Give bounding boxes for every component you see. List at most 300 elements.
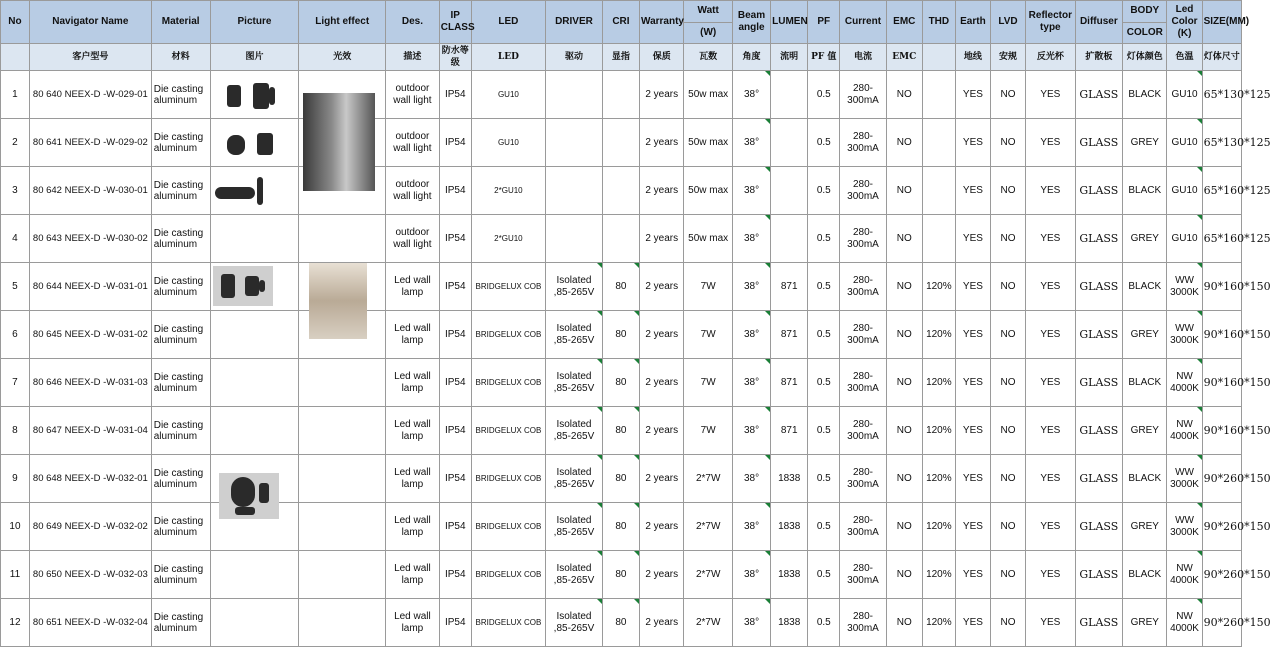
cell-lumen: 871 [771,263,808,311]
cell-pf: 0.5 [808,119,840,167]
cell-driver: Isolated ,85-265V [546,263,603,311]
subheader-cell: 材料 [151,44,210,71]
cell-size: 90*160*150 [1202,407,1241,455]
cell-cri [602,167,639,215]
header-led-color: Led Color (K) [1167,1,1202,44]
cell-lvd: NO [990,599,1025,647]
cell-des: Led wall lamp [386,551,440,599]
cell-pf: 0.5 [808,263,840,311]
comment-marker [597,359,602,364]
cell-beam: 38° [732,407,770,455]
cell-ledcolor: WW 3000K [1167,311,1202,359]
cell-pf: 0.5 [808,551,840,599]
lamp-shape [227,85,241,107]
cell-warranty: 2 years [640,263,684,311]
cell-watt: 50w max [684,215,733,263]
cell-diffuser: GLASS [1075,359,1122,407]
cell-warranty: 2 years [640,551,684,599]
cell-thd: 120% [922,407,955,455]
subheader-cell: 图片 [210,44,299,71]
cell-size: 90*260*150 [1202,551,1241,599]
cell-emc: NO [886,599,922,647]
header-body-label: BODY [1123,1,1166,23]
cell-watt: 2*7W [684,599,733,647]
cell-pf: 0.5 [808,215,840,263]
comment-marker [1197,71,1202,76]
cell-watt: 50w max [684,71,733,119]
cell-ip: IP54 [439,503,471,551]
cell-driver: Isolated ,85-265V [546,311,603,359]
lamp-shape [259,483,269,503]
table-row [1,359,1242,407]
comment-marker [1197,407,1202,412]
cell-reflector: YES [1026,167,1076,215]
cell-pf: 0.5 [808,71,840,119]
comment-marker [634,599,639,604]
cell-current: 280-300mA [840,407,886,455]
cell-lvd: NO [990,503,1025,551]
subheader-cell: 防水等级 [439,44,471,71]
cell-diffuser: GLASS [1075,167,1122,215]
cell-lvd: NO [990,71,1025,119]
subheader-cell: LED [471,44,545,71]
cell-color: GREY [1123,119,1167,167]
lamp-shape [257,177,263,205]
cell-pf: 0.5 [808,599,840,647]
cell-size: 90*260*150 [1202,503,1241,551]
cell-beam: 38° [732,71,770,119]
cell-pf: 0.5 [808,311,840,359]
header-diffuser: Diffuser [1075,1,1122,44]
cell-name: 80 650 NEEX-D -W-032-03 [29,551,151,599]
cell-no: 8 [1,407,30,455]
cell-driver: Isolated ,85-265V [546,599,603,647]
comment-marker [1197,215,1202,220]
cell-earth: YES [955,311,990,359]
cell-size: 65*130*125 [1202,119,1241,167]
cell-ip: IP54 [439,455,471,503]
cell-current: 280-300mA [840,503,886,551]
cell-emc: NO [886,215,922,263]
cell-thd: 120% [922,599,955,647]
cell-mat: Die casting aluminum [151,407,210,455]
lamp-shape [259,280,265,292]
header-emc: EMC [886,1,922,44]
comment-marker [1197,551,1202,556]
table-row [1,167,1242,215]
comment-marker [765,455,770,460]
cell-earth: YES [955,215,990,263]
subheader-cell: 扩散板 [1075,44,1122,71]
cell-led: 2*GU10 [471,215,545,263]
cell-current: 280-300mA [840,455,886,503]
cell-watt: 2*7W [684,455,733,503]
comment-marker [1197,503,1202,508]
cell-watt: 2*7W [684,503,733,551]
comment-marker [765,599,770,604]
cell-emc: NO [886,551,922,599]
cell-current: 280-300mA [840,551,886,599]
subheader-cell: 光效 [299,44,386,71]
cell-lumen [771,119,808,167]
cell-earth: YES [955,71,990,119]
cell-reflector: YES [1026,119,1076,167]
subheader-cell: 地线 [955,44,990,71]
cell-cri: 80 [602,503,639,551]
header-reflector-type: Reflector type [1026,1,1076,44]
cell-warranty: 2 years [640,311,684,359]
cell-name: 80 644 NEEX-D -W-031-01 [29,263,151,311]
cell-cri [602,71,639,119]
cell-beam: 38° [732,503,770,551]
cell-watt: 7W [684,359,733,407]
cell-warranty: 2 years [640,71,684,119]
cell-warranty: 2 years [640,407,684,455]
cell-warranty: 2 years [640,167,684,215]
subheader-cell [1,44,30,71]
comment-marker [765,215,770,220]
comment-marker [1197,599,1202,604]
cell-reflector: YES [1026,455,1076,503]
comment-marker [597,551,602,556]
cell-mat: Die casting aluminum [151,455,210,503]
header-lvd: LVD [990,1,1025,44]
cell-thd: 120% [922,503,955,551]
cell-lumen: 871 [771,311,808,359]
cell-emc: NO [886,167,922,215]
header-size: SIZE(MM) [1202,1,1241,44]
comment-marker [597,599,602,604]
comment-marker [597,263,602,268]
light-effect-cell [299,407,386,455]
cell-des: Led wall lamp [386,503,440,551]
table-row [1,503,1242,551]
cell-reflector: YES [1026,599,1076,647]
comment-marker [765,119,770,124]
comment-marker [1197,167,1202,172]
cell-cri: 80 [602,263,639,311]
cell-name: 80 646 NEEX-D -W-031-03 [29,359,151,407]
table-row [1,119,1242,167]
cell-lumen: 1838 [771,455,808,503]
cell-size: 65*130*125 [1202,71,1241,119]
light-effect-cell [299,215,386,263]
cell-lumen [771,215,808,263]
comment-marker [765,71,770,76]
subheader-cell: 色温 [1167,44,1202,71]
product-picture-cell [210,503,299,551]
cell-des: outdoor wall light [386,71,440,119]
light-effect-cell [299,599,386,647]
cell-ledcolor: GU10 [1167,71,1202,119]
header-driver: DRIVER [546,1,603,44]
cell-lvd: NO [990,359,1025,407]
comment-marker [634,359,639,364]
cell-ledcolor: GU10 [1167,167,1202,215]
header-light-effect: Light effect [299,1,386,44]
cell-lumen: 1838 [771,503,808,551]
cell-emc: NO [886,455,922,503]
subheader-cell: 驱动 [546,44,603,71]
header-picture: Picture [210,1,299,44]
cell-led: BRIDGELUX COB [471,455,545,503]
cell-reflector: YES [1026,551,1076,599]
cell-size: 90*160*150 [1202,359,1241,407]
cell-driver: Isolated ,85-265V [546,359,603,407]
comment-marker [1197,359,1202,364]
cell-current: 280-300mA [840,263,886,311]
cell-size: 65*160*125 [1202,215,1241,263]
cell-driver: Isolated ,85-265V [546,455,603,503]
subheader-cell: 客户型号 [29,44,151,71]
product-photo [223,81,281,111]
cell-mat: Die casting aluminum [151,215,210,263]
cell-current: 280-300mA [840,215,886,263]
cell-cri: 80 [602,311,639,359]
header-ip-class: IP CLASS [439,1,471,44]
product-photo [213,175,269,207]
lamp-shape [257,133,273,155]
header-pf: PF [808,1,840,44]
cell-reflector: YES [1026,407,1076,455]
cell-name: 80 643 NEEX-D -W-030-02 [29,215,151,263]
cell-earth: YES [955,599,990,647]
cell-mat: Die casting aluminum [151,311,210,359]
cell-driver: Isolated ,85-265V [546,407,603,455]
cell-earth: YES [955,119,990,167]
cell-diffuser: GLASS [1075,311,1122,359]
cell-ledcolor: NW 4000K [1167,359,1202,407]
cell-reflector: YES [1026,359,1076,407]
cell-no: 12 [1,599,30,647]
cell-diffuser: GLASS [1075,503,1122,551]
cell-beam: 38° [732,551,770,599]
cell-ip: IP54 [439,311,471,359]
product-photo [213,266,273,306]
cell-warranty: 2 years [640,359,684,407]
subheader-cell: 角度 [732,44,770,71]
header-no: No [1,1,30,44]
cell-earth: YES [955,407,990,455]
cell-reflector: YES [1026,215,1076,263]
cell-warranty: 2 years [640,119,684,167]
cell-warranty: 2 years [640,503,684,551]
light-effect-cell [299,551,386,599]
cell-ip: IP54 [439,599,471,647]
cell-earth: YES [955,551,990,599]
header-warranty: Warranty [640,1,684,44]
cell-no: 1 [1,71,30,119]
cell-pf: 0.5 [808,407,840,455]
cell-mat: Die casting aluminum [151,599,210,647]
cell-des: Led wall lamp [386,263,440,311]
cell-diffuser: GLASS [1075,263,1122,311]
subheader-cell: 描述 [386,44,440,71]
comment-marker [634,455,639,460]
comment-marker [634,407,639,412]
table-row [1,311,1242,359]
comment-marker [765,311,770,316]
cell-thd: 120% [922,551,955,599]
lamp-shape [269,87,275,105]
cell-emc: NO [886,503,922,551]
cell-cri: 80 [602,599,639,647]
cell-warranty: 2 years [640,215,684,263]
header-beam-angle: Beam angle [732,1,770,44]
cell-des: Led wall lamp [386,359,440,407]
cell-thd [922,167,955,215]
cell-beam: 38° [732,119,770,167]
subheader-cell: 电流 [840,44,886,71]
cell-driver: Isolated ,85-265V [546,503,603,551]
cell-name: 80 641 NEEX-D -W-029-02 [29,119,151,167]
cell-lvd: NO [990,311,1025,359]
cell-size: 90*160*150 [1202,311,1241,359]
cell-reflector: YES [1026,311,1076,359]
comment-marker [765,263,770,268]
header-body-color [1123,1,1167,44]
cell-color: BLACK [1123,359,1167,407]
lamp-shape [215,187,255,199]
product-picture-cell [210,71,299,119]
header-material: Material [151,1,210,44]
cell-led: GU10 [471,119,545,167]
comment-marker [1197,311,1202,316]
header-color-label: COLOR [1126,26,1163,38]
header-watt [684,1,733,44]
cell-diffuser: GLASS [1075,71,1122,119]
cell-color: BLACK [1123,455,1167,503]
comment-marker [597,455,602,460]
product-picture-cell [210,455,299,503]
cell-earth: YES [955,455,990,503]
cell-diffuser: GLASS [1075,119,1122,167]
cell-warranty: 2 years [640,599,684,647]
cell-current: 280-300mA [840,119,886,167]
cell-ip: IP54 [439,407,471,455]
cell-driver [546,119,603,167]
header-watt-label: Watt [684,1,732,23]
cell-no: 11 [1,551,30,599]
cell-mat: Die casting aluminum [151,119,210,167]
comment-marker [765,551,770,556]
cell-watt: 7W [684,263,733,311]
cell-size: 90*260*150 [1202,599,1241,647]
comment-marker [1197,455,1202,460]
lamp-shape [227,135,245,155]
cell-thd: 120% [922,455,955,503]
cell-name: 80 651 NEEX-D -W-032-04 [29,599,151,647]
cell-thd: 120% [922,311,955,359]
header-current: Current [840,1,886,44]
cell-des: outdoor wall light [386,167,440,215]
table-row [1,263,1242,311]
cell-lvd: NO [990,455,1025,503]
cell-current: 280-300mA [840,167,886,215]
cell-lvd: NO [990,119,1025,167]
cell-no: 10 [1,503,30,551]
cell-watt: 50w max [684,167,733,215]
header-des: Des. [386,1,440,44]
cell-pf: 0.5 [808,503,840,551]
header-thd: THD [922,1,955,44]
cell-color: BLACK [1123,551,1167,599]
comment-marker [1197,119,1202,124]
cell-watt: 7W [684,311,733,359]
cell-beam: 38° [732,359,770,407]
table-row [1,599,1242,647]
cell-earth: YES [955,503,990,551]
comment-marker [765,407,770,412]
light-effect-photo [303,93,375,191]
cell-size: 65*160*125 [1202,167,1241,215]
subheader-cell: 灯体颜色 [1123,44,1167,71]
product-picture-cell [210,167,299,215]
cell-cri: 80 [602,359,639,407]
cell-driver: Isolated ,85-265V [546,551,603,599]
table-body [1,71,1271,647]
product-picture-cell [210,359,299,407]
cell-pf: 0.5 [808,167,840,215]
comment-marker [765,503,770,508]
cell-name: 80 640 NEEX-D -W-029-01 [29,71,151,119]
cell-cri: 80 [602,407,639,455]
cell-ledcolor: NW 4000K [1167,407,1202,455]
header-navigator-name: Navigator Name [29,1,151,44]
product-picture-cell [210,215,299,263]
cell-no: 7 [1,359,30,407]
subheader-cell [922,44,955,71]
cell-des: Led wall lamp [386,599,440,647]
cell-color: GREY [1123,215,1167,263]
cell-watt: 7W [684,407,733,455]
table-row [1,551,1242,599]
lamp-shape [253,83,269,109]
cell-color: BLACK [1123,263,1167,311]
cell-ledcolor: NW 4000K [1167,599,1202,647]
cell-no: 9 [1,455,30,503]
cell-lvd: NO [990,167,1025,215]
cell-led: BRIDGELUX COB [471,503,545,551]
cell-thd [922,71,955,119]
table-row [1,215,1242,263]
cell-led: BRIDGELUX COB [471,599,545,647]
cell-emc: NO [886,407,922,455]
cell-mat: Die casting aluminum [151,359,210,407]
cell-beam: 38° [732,215,770,263]
cell-color: GREY [1123,407,1167,455]
cell-no: 3 [1,167,30,215]
cell-name: 80 649 NEEX-D -W-032-02 [29,503,151,551]
cell-ledcolor: WW 3000K [1167,455,1202,503]
cell-name: 80 642 NEEX-D -W-030-01 [29,167,151,215]
cell-ledcolor: NW 4000K [1167,551,1202,599]
cell-pf: 0.5 [808,455,840,503]
header-lumen: LUMEN [771,1,808,44]
cell-lvd: NO [990,263,1025,311]
product-picture-cell [210,407,299,455]
cell-size: 90*260*150 [1202,455,1241,503]
subheader-cell: EMC [886,44,922,71]
cell-size: 90*160*150 [1202,263,1241,311]
cell-mat: Die casting aluminum [151,263,210,311]
cell-no: 5 [1,263,30,311]
cell-beam: 38° [732,599,770,647]
light-effect-cell [299,455,386,503]
cell-mat: Die casting aluminum [151,551,210,599]
header-watt-unit: (W) [700,26,717,38]
cell-name: 80 645 NEEX-D -W-031-02 [29,311,151,359]
